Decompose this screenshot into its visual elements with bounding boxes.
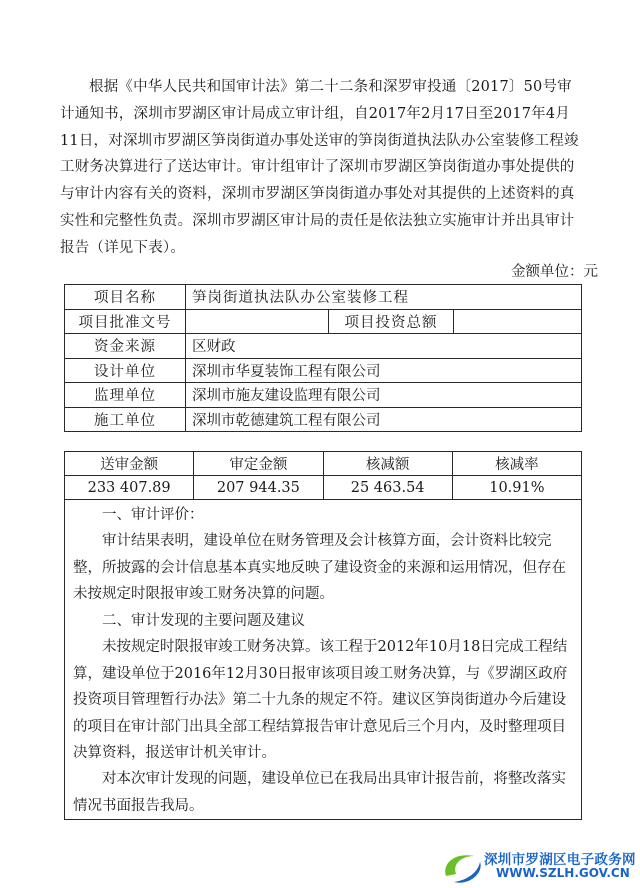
amount-value: 207 944.35 [194,476,323,500]
construction-value: 深圳市乾德建筑工程有限公司 [186,407,582,432]
investment-value [454,309,582,334]
amount-header: 送审金额 [65,452,194,476]
watermark-url: WWW.SZLH.GOV.CN [496,866,630,880]
fund-label: 资金来源 [65,334,186,359]
amount-value: 25 463.54 [323,476,452,500]
supervision-value: 深圳市施友建设监理有限公司 [186,383,582,408]
design-value: 深圳市华夏装饰工程有限公司 [186,358,582,383]
investment-label: 项目投资总额 [329,309,454,334]
table-row [65,334,582,359]
supervision-label: 监理单位 [65,383,186,408]
approval-value [186,309,329,334]
table-row [65,358,582,383]
fund-value: 区财政 [186,334,582,359]
design-label: 设计单位 [65,358,186,383]
amount-header: 核减率 [452,452,581,476]
table-row [65,476,582,500]
intro-paragraph: 根据《中华人民共和国审计法》第二十二条和深罗审投通〔2017〕50号审计通知书，深圳市罗湖区审计局成立审计组，自2017年2月17日至2017年4月11日，对深圳市罗湖区笋岗街道办事处送审的笋岗街道执法队办公室装修工程竣工财务决算进行了送达审计。审计组审计了深圳市罗湖区笋岗街道办事处提供的与审计内容有关的资料，深圳市罗湖区笋岗街道办事处对其提供的上述资料的真实性和完整性负责。深圳市罗湖区审计局的责任是依法独立实施审计并出具审计报告（详见下表）。 [60,79,579,256]
amount-unit: 金额单位：元 [511,264,598,280]
table-row [65,285,582,310]
table-row [65,383,582,408]
table-row [65,407,582,432]
table-row [65,309,582,334]
project-name-label: 项目名称 [65,285,186,310]
amount-value: 10.91% [452,476,581,500]
section2-text1: 未按规定时限报审竣工财务决算。该工程于2012年10月18日完成工程结算，建设单位于2016年12月30日报审该项目竣工财务决算，与《罗湖区政府投资项目管理暂行办法》第二十九条的规定不符。建议区笋岗街道办今后建设的项目在审计部门出具全部工程结算报告审计意见后三个月内，及时整理项目决算资料，报送审计机关审计。 [73,639,568,762]
table-row [65,452,582,476]
section1-title: 一、审计评价： [102,507,204,523]
project-info-table [64,284,582,432]
approval-label: 项目批准文号 [65,309,186,334]
section1-text: 审计结果表明，建设单位在财务管理及会计核算方面，会计资料比较完整，所披露的会计信息基本真实地反映了建设资金的来源和运用情况，但存在未按规定时限报审竣工财务决算的问题。 [73,533,566,603]
section2-text2: 对本次审计发现的问题，建设单位已在我局出具审计报告前，将整改落实情况书面报告我局。 [73,771,566,814]
watermark-name: 深圳市罗湖区电子政务网 [484,852,636,868]
section2-title: 二、审计发现的主要问题及建议 [102,613,305,629]
amount-table [64,451,582,500]
construction-label: 施工单位 [65,407,186,432]
amount-header: 审定金额 [194,452,323,476]
project-name-value: 笋岗街道执法队办公室装修工程 [186,285,582,310]
amount-value: 233 407.89 [65,476,194,500]
amount-header: 核减额 [323,452,452,476]
